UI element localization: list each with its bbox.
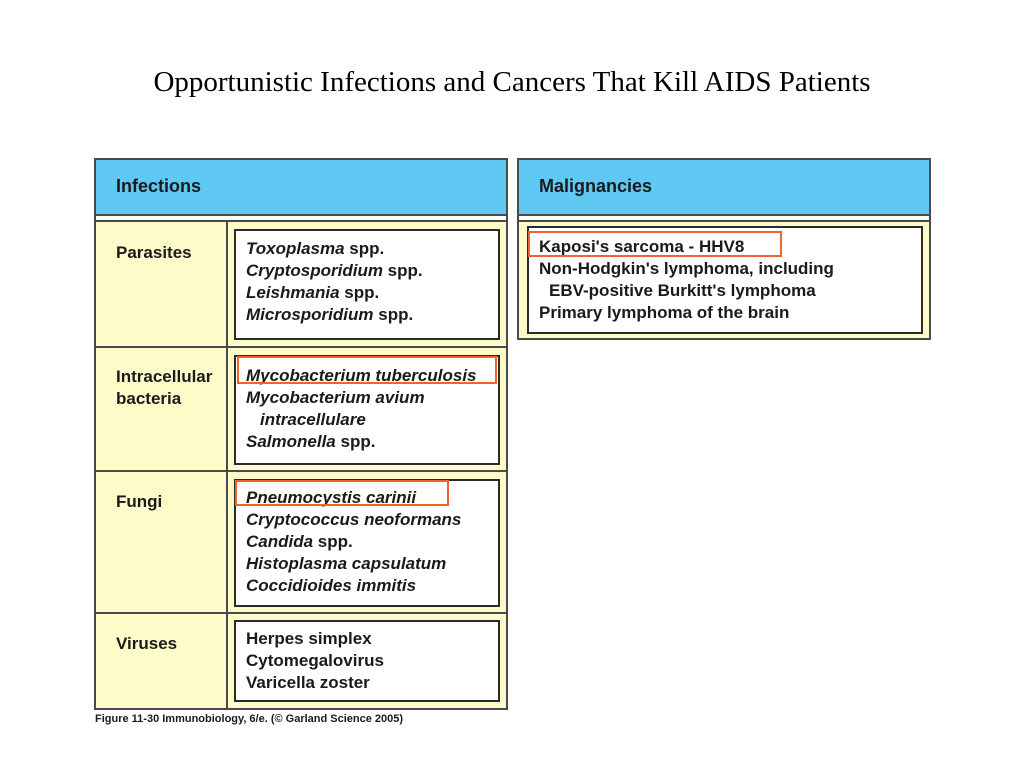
parasites-cell xyxy=(234,229,500,340)
figure-caption: Figure 11-30 Immunobiology, 6/e. (© Garland Science 2005) xyxy=(95,713,404,725)
entry-cryptosporidium: Cryptosporidium spp. xyxy=(246,261,423,280)
entry-herpes: Herpes simplex xyxy=(246,629,372,648)
malignancies-header-label: Malignancies xyxy=(539,176,653,196)
malignancies-header xyxy=(519,160,929,216)
infections-header-label: Infections xyxy=(116,176,202,196)
entry-coccidioides: Coccidioides immitis xyxy=(246,576,417,595)
viruses-cell xyxy=(234,620,500,702)
highlight-kaposi xyxy=(528,231,782,257)
entry-brain-lymphoma: Primary lymphoma of the brain xyxy=(539,303,790,322)
highlight-m-tuberculosis xyxy=(237,356,497,384)
entry-kaposi: Kaposi's sarcoma - HHV8 xyxy=(539,237,745,256)
infections-panel xyxy=(94,158,508,710)
entry-salmonella: Salmonella spp. xyxy=(246,432,376,451)
slide-title: Opportunistic Infections and Cancers That Kill AIDS Patients xyxy=(153,66,871,98)
fungi-label: Fungi xyxy=(116,492,163,511)
entry-toxoplasma: Toxoplasma spp. xyxy=(246,239,385,258)
parasites-row xyxy=(96,222,506,346)
entry-microsporidium: Microsporidium spp. xyxy=(246,305,414,324)
entry-candida: Candida spp. xyxy=(246,532,353,551)
entry-cryptococcus: Cryptococcus neoformans xyxy=(246,510,462,529)
entry-cmv: Cytomegalovirus xyxy=(246,651,384,670)
infections-header xyxy=(96,160,506,216)
entry-burkitt: EBV-positive Burkitt's lymphoma xyxy=(549,281,816,300)
parasites-label: Parasites xyxy=(116,243,192,262)
entry-pneumocystis: Pneumocystis carinii xyxy=(246,488,417,507)
entry-leishmania: Leishmania spp. xyxy=(246,283,380,302)
highlight-pneumocystis xyxy=(235,480,449,506)
bacteria-label: Intracellular bacteria xyxy=(116,367,213,408)
viruses-row xyxy=(96,612,506,708)
entry-intracellulare: intracellulare xyxy=(260,410,366,429)
entry-varicella: Varicella zoster xyxy=(246,673,370,692)
entry-m-tuberculosis: Mycobacterium tuberculosis xyxy=(246,366,477,385)
viruses-label: Viruses xyxy=(116,634,178,653)
entry-nhl: Non-Hodgkin's lymphoma, including xyxy=(539,259,834,278)
entry-m-avium: Mycobacterium avium xyxy=(246,388,425,407)
entry-histoplasma: Histoplasma capsulatum xyxy=(246,554,447,573)
